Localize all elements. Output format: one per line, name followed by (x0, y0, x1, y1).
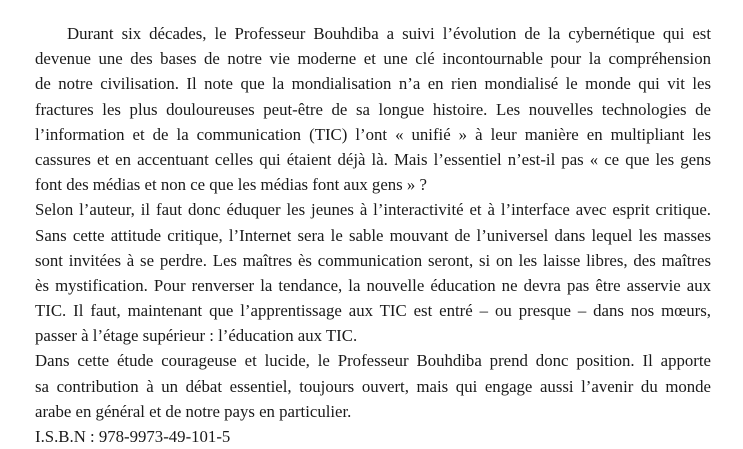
paragraph-1-line: font des médias et non ce que les médias font aux gens » ? (35, 175, 427, 195)
paragraph-2-line: Selon l’auteur, il faut donc éduquer les jeunes à l’interactivité et à l’interface avec esprit critique. (35, 200, 711, 220)
paragraph-3 (35, 348, 711, 424)
paragraph-2-line: sont invitées à se perdre. Les maîtres ès communication seront, si on les laisse libres, des maîtres (35, 250, 711, 270)
paragraph-2 (35, 197, 711, 348)
paragraph-3-line: sa contribution à un débat essentiel, toujours ouvert, mais qui engage aussi l’avenir du monde (35, 376, 711, 396)
paragraph-1-line: de notre civilisation. Il note que la mondialisation n’a en rien mondialisé le monde qui vit les (35, 74, 711, 94)
paragraph-1-line: fractures les plus douloureuses peut-être de sa longue histoire. Les nouvelles technologies de (35, 99, 711, 119)
isbn-line: I.S.B.N : 978-9973-49-101-5 (35, 427, 231, 446)
paragraph-1-line: devenue une des bases de notre vie moderne et une clé incontournable pour la compréhension (35, 49, 711, 69)
paragraph-3-line: Dans cette étude courageuse et lucide, le Professeur Bouhdiba prend donc position. Il apporte (35, 351, 711, 371)
paragraph-1-line: cassures et en accentuant celles qui étaient déjà là. Mais l’essentiel n’est-il pas « ce que les gens (35, 149, 711, 169)
paragraph-1 (35, 21, 711, 197)
paragraph-2-line: TIC. Il faut, maintenant que l’apprentissage aux TIC est entré – ou presque – dans nos mœurs, (35, 301, 711, 321)
paragraph-1-line: Durant six décades, le Professeur Bouhdiba a suivi l’évolution de la cybernétique qui est (67, 24, 711, 43)
paragraph-1-line: l’information et de la communication (TIC) l’ont « unifié » à leur manière en multipliant les (35, 124, 711, 144)
paragraph-3-line: arabe en général et de notre pays en particulier. (35, 401, 352, 421)
paragraph-2-line: passer à l’étage supérieur : l’éducation aux TIC. (35, 326, 358, 346)
paragraph-2-line: ès mystification. Pour renverser la tendance, la nouvelle éducation ne devra pas être asservie aux (35, 275, 711, 295)
back-cover-text (35, 21, 711, 449)
paragraph-2-line: Sans cette attitude critique, l’Internet sera le sable mouvant de l’universel dans lequel les masses (35, 225, 711, 245)
